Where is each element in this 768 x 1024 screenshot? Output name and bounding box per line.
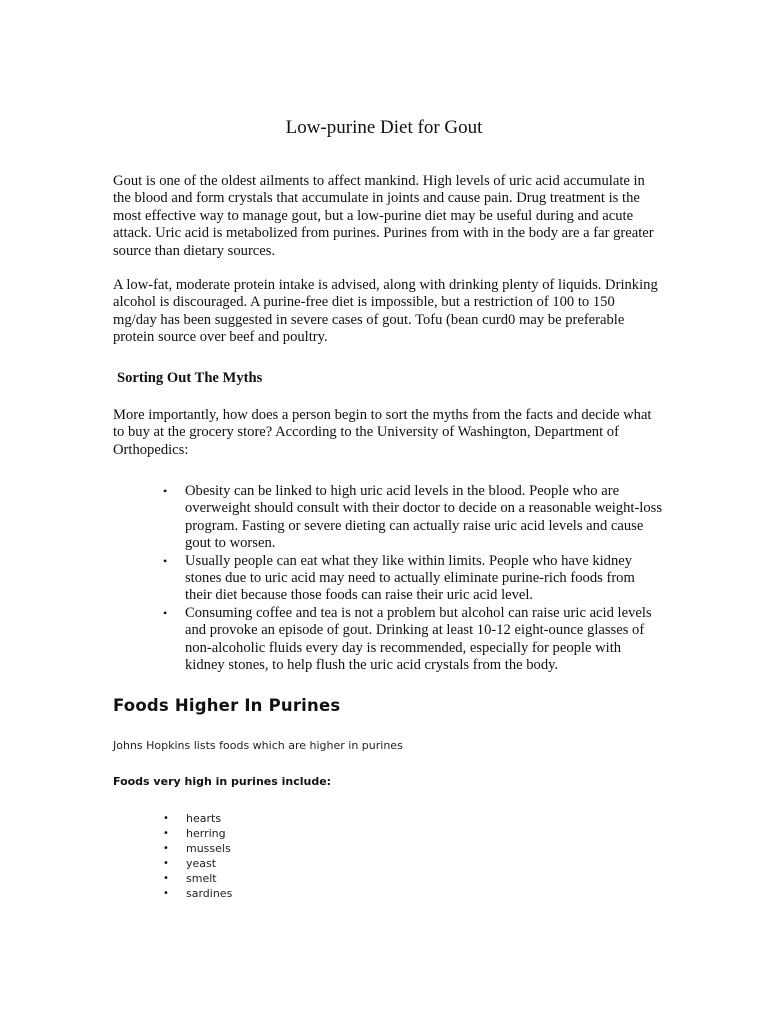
food-item-text: hearts <box>186 812 222 825</box>
list-item-text: Consuming coffee and tea is not a problem but alcohol can raise uric acid levels and provoke an episode of gout. Drinking at least 10-12 eight-ounce glasses of non-alcoholic fluids every day is recommended, especially for people with kidney stones, to help flush the uric acid crystals from the body. <box>185 604 652 674</box>
myths-heading: Sorting Out The Myths <box>117 370 263 386</box>
list-item <box>163 553 663 605</box>
bullet-icon: • <box>163 828 169 840</box>
list-item <box>163 886 232 901</box>
foods-list <box>163 811 232 902</box>
myths-bullet-list <box>163 483 663 674</box>
foods-heading: Foods Higher In Purines <box>113 696 341 715</box>
list-item <box>163 811 232 826</box>
document-title: Low-purine Diet for Gout <box>285 117 483 138</box>
list-item <box>163 856 232 871</box>
bullet-icon: • <box>163 858 169 870</box>
food-item-text: herring <box>186 827 226 841</box>
myths-intro-paragraph: More importantly, how does a person begin to sort the myths from the facts and decide what to buy at the grocery store? According to the University of Washington, Department of Orthopedics: <box>113 407 652 458</box>
food-item-text: mussels <box>186 842 231 856</box>
bullet-icon: • <box>163 553 168 568</box>
food-item-text: smelt <box>186 872 217 886</box>
list-item <box>163 871 232 886</box>
list-item <box>163 826 232 841</box>
foods-subheading: Foods very high in purines include: <box>113 775 332 788</box>
foods-intro: Johns Hopkins lists foods which are higher in purines <box>113 739 403 752</box>
list-item-text: Usually people can eat what they like within limits. People who have kidney stones due to uric acid may need to actually eliminate purine-rich foods from their diet because those foods can raise their uric acid level. <box>185 552 635 604</box>
list-item <box>163 483 663 553</box>
bullet-icon: • <box>163 888 169 900</box>
food-item-text: sardines <box>186 887 233 901</box>
food-item-text: yeast <box>186 857 217 871</box>
list-item <box>163 605 663 675</box>
bullet-icon: • <box>163 605 168 620</box>
bullet-icon: • <box>163 813 169 824</box>
list-item-text: Obesity can be linked to high uric acid levels in the blood. People who are overweight should consult with their doctor to decide on a reasonable weight-loss program. Fasting or severe dieting can actually raise uric acid levels and cause gout to worsen. <box>185 483 663 552</box>
diet-advice-paragraph: A low-fat, moderate protein intake is advised, along with drinking plenty of liquids. Drinking alcohol is discouraged. A purine-free diet is impossible, but a restriction of 100 to 150 mg/day has been suggested in severe cases of gout. Tofu (bean curd0 may be preferable protein source over beef and poultry. <box>113 277 658 346</box>
intro-paragraph: Gout is one of the oldest ailments to affect mankind. High levels of uric acid accumulate in the blood and form crystals that accumulate in joints and cause pain. Drug treatment is the most effective way to manage gout, but a low-purine diet may be useful during and acute attack. Uric acid is metabolized from purines. Purines from with in the body are a far greater source than dietary sources. <box>113 173 654 259</box>
bullet-icon: • <box>163 843 169 855</box>
list-item <box>163 841 232 856</box>
bullet-icon: • <box>163 873 169 885</box>
bullet-icon: • <box>163 484 168 498</box>
